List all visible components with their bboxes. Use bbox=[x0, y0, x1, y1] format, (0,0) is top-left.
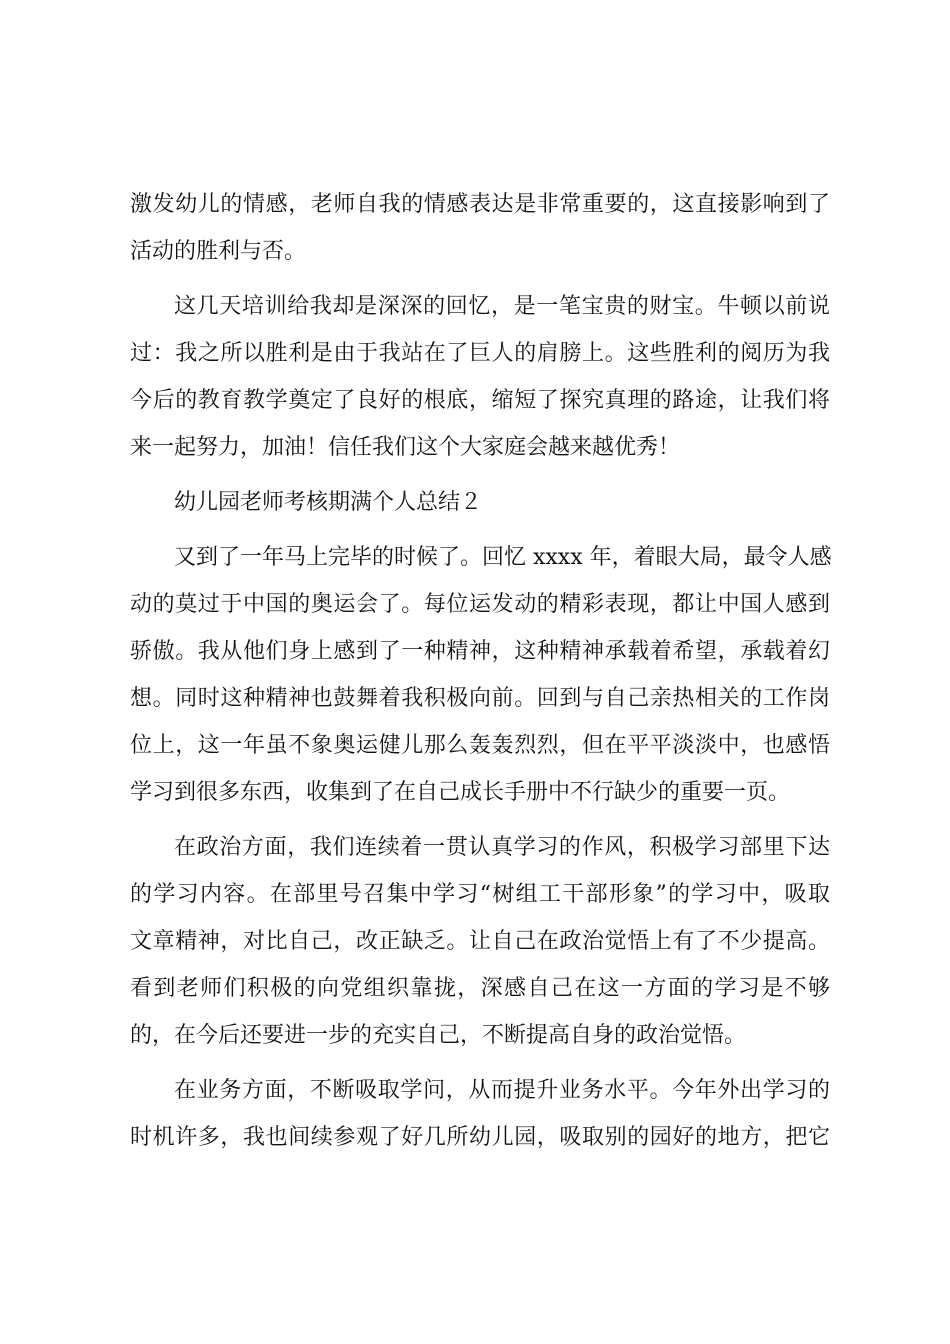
text-line: 今后的教育教学奠定了良好的根底，缩短了探究真理的路途，让我们将 bbox=[130, 388, 830, 413]
text-line: 骄傲。我从他们身上感到了一种精神，这种精神承载着希望，承载着幻 bbox=[130, 639, 830, 664]
text-line: 时机许多，我也间续参观了好几所幼儿园，吸取别的园好的地方，把它 bbox=[130, 1125, 830, 1150]
text-line: 位上，这一年虽不象奥运健儿那么轰轰烈烈，但在平平淡淡中，也感悟 bbox=[130, 733, 830, 758]
text-line: 动的莫过于中国的奥运会了。每位运发动的精彩表现，都让中国人感到 bbox=[130, 592, 830, 617]
text-line: 的，在今后还要进一步的充实自己，不断提高自身的政治觉悟。 bbox=[130, 1023, 747, 1048]
text-line: 文章精神，对比自己，改正缺乏。让自己在政治觉悟上有了不少提高。 bbox=[130, 929, 830, 954]
text-line: 这几天培训给我却是深深的回忆，是一笔宝贵的财宝。牛顿以前说 bbox=[174, 294, 830, 319]
text-line: 来一起努力，加油！信任我们这个大家庭会越来越优秀！ bbox=[130, 435, 681, 460]
text-line: 看到老师们积极的向党组织靠拢，深感自己在这一方面的学习是不够 bbox=[130, 976, 830, 1001]
text-line: 活动的胜利与否。 bbox=[130, 239, 307, 264]
heading-line: 幼儿园老师考核期满个人总结２ bbox=[174, 490, 483, 515]
text-line: 在业务方面，不断吸取学问，从而提升业务水平。今年外出学习的 bbox=[174, 1078, 830, 1103]
text-line: 又到了一年马上完毕的时候了。回忆 xxxx 年，着眼大局，最令人感 bbox=[174, 545, 832, 570]
paragraph bbox=[130, 534, 830, 816]
section-heading bbox=[130, 479, 830, 526]
paragraph bbox=[130, 824, 830, 1059]
text-line: 激发幼儿的情感，老师自我的情感表达是非常重要的，这直接影响到了 bbox=[130, 192, 830, 217]
text-line: 学习到很多东西，收集到了在自己成长手册中不行缺少的重要一页。 bbox=[130, 780, 791, 805]
paragraph bbox=[130, 181, 830, 275]
text-line: 在政治方面，我们连续着一贯认真学习的作风，积极学习部里下达 bbox=[174, 835, 830, 860]
document-body bbox=[130, 181, 830, 1161]
text-line: 的学习内容。在部里号召集中学习“树组工干部形象”的学习中，吸取 bbox=[130, 882, 830, 907]
paragraph bbox=[130, 283, 830, 471]
paragraph bbox=[130, 1067, 830, 1161]
text-line: 过：我之所以胜利是由于我站在了巨人的肩膀上。这些胜利的阅历为我 bbox=[130, 341, 830, 366]
text-line: 想。同时这种精神也鼓舞着我积极向前。回到与自己亲热相关的工作岗 bbox=[130, 686, 830, 711]
